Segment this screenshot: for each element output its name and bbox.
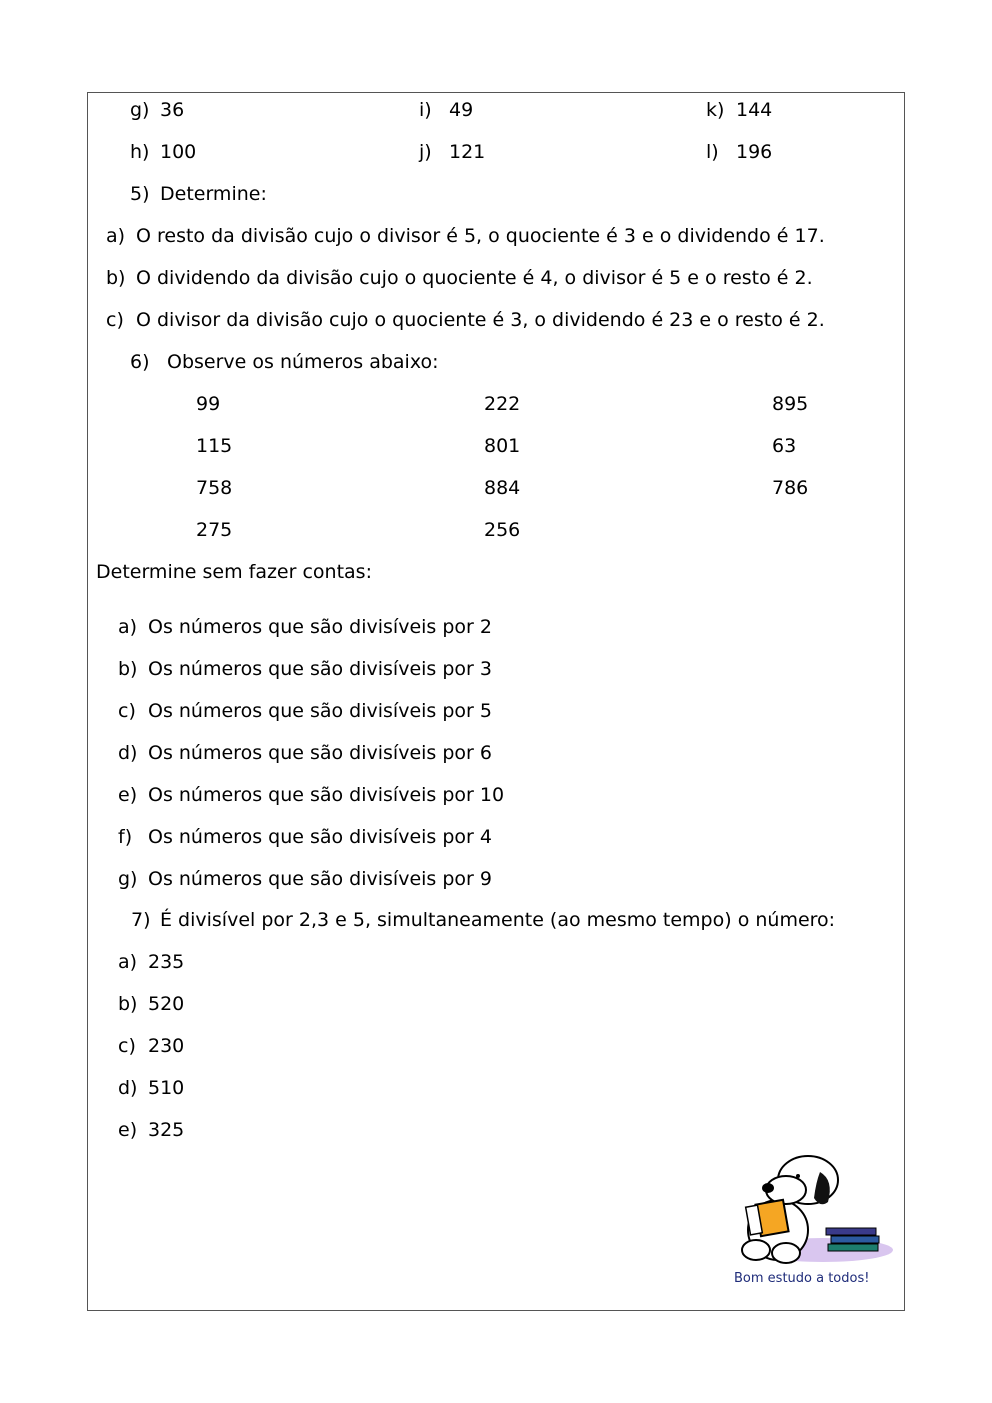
option-label: a) — [118, 951, 138, 973]
q7-option — [118, 951, 184, 973]
item-value: 100 — [160, 141, 197, 163]
item-value: 121 — [449, 141, 486, 163]
q7-option — [118, 1077, 184, 1099]
question-number: 6) — [130, 351, 150, 373]
item-label: g) — [130, 99, 150, 121]
q5-item — [106, 309, 825, 331]
q7-option — [118, 993, 184, 1015]
item-value: 196 — [736, 141, 773, 163]
option-label: e) — [118, 1119, 138, 1141]
item-label: j) — [419, 141, 432, 163]
option-value: 520 — [148, 993, 185, 1015]
option-value: 235 — [148, 951, 185, 973]
question-6-heading — [130, 351, 439, 373]
item-label: b) — [106, 267, 126, 289]
number-cell: 275 — [196, 519, 233, 541]
option-label: c) — [118, 1035, 136, 1057]
q5-item — [106, 225, 825, 247]
item-label: c) — [118, 700, 136, 722]
item-text: Os números que são divisíveis por 6 — [148, 742, 492, 764]
number-cell: 758 — [196, 477, 233, 499]
item-value: 144 — [736, 99, 773, 121]
option-value: 325 — [148, 1119, 185, 1141]
grid-item — [419, 99, 473, 121]
item-text: O resto da divisão cujo o divisor é 5, o quociente é 3 e o dividendo é 17. — [136, 225, 825, 247]
item-label: h) — [130, 141, 150, 163]
q6-item — [118, 616, 492, 638]
q6-item — [118, 784, 504, 806]
number-cell: 801 — [484, 435, 521, 457]
number-cell: 895 — [772, 393, 809, 415]
item-text: Os números que são divisíveis por 5 — [148, 700, 492, 722]
item-value: 49 — [449, 99, 474, 121]
item-label: f) — [118, 826, 133, 848]
item-text: Os números que são divisíveis por 3 — [148, 658, 492, 680]
q6-instruction: Determine sem fazer contas: — [96, 561, 372, 583]
item-label: d) — [118, 742, 138, 764]
number-cell: 63 — [772, 435, 797, 457]
item-label: b) — [118, 658, 138, 680]
question-title: É divisível por 2,3 e 5, simultaneamente (ao mesmo tempo) o número: — [160, 909, 836, 931]
option-label: b) — [118, 993, 138, 1015]
q6-item — [118, 658, 492, 680]
mascot-caption: Bom estudo a todos! — [734, 1271, 870, 1286]
number-cell: 884 — [484, 477, 521, 499]
grid-item — [130, 141, 196, 163]
question-title: Determine: — [160, 183, 267, 205]
number-cell: 99 — [196, 393, 221, 415]
q6-item — [118, 742, 492, 764]
question-number: 7) — [131, 909, 151, 931]
item-text: O dividendo da divisão cujo o quociente é 4, o divisor é 5 e o resto é 2. — [136, 267, 813, 289]
grid-item — [706, 141, 772, 163]
item-label: i) — [419, 99, 432, 121]
item-label: l) — [706, 141, 719, 163]
question-7-heading — [131, 909, 835, 931]
item-label: k) — [706, 99, 725, 121]
item-text: Os números que são divisíveis por 10 — [148, 784, 505, 806]
q6-item — [118, 700, 492, 722]
question-number: 5) — [130, 183, 150, 205]
q7-option — [118, 1119, 184, 1141]
number-cell: 256 — [484, 519, 521, 541]
item-text: O divisor da divisão cujo o quociente é 3, o dividendo é 23 e o resto é 2. — [136, 309, 825, 331]
item-label: a) — [118, 616, 138, 638]
item-label: a) — [106, 225, 126, 247]
item-text: Os números que são divisíveis por 4 — [148, 826, 492, 848]
number-cell: 786 — [772, 477, 809, 499]
item-label: e) — [118, 784, 138, 806]
option-value: 510 — [148, 1077, 185, 1099]
q6-item — [118, 868, 492, 890]
question-title: Observe os números abaixo: — [167, 351, 439, 373]
item-label: g) — [118, 868, 138, 890]
question-5-heading — [130, 183, 267, 205]
number-cell: 115 — [196, 435, 233, 457]
q7-option — [118, 1035, 184, 1057]
option-value: 230 — [148, 1035, 185, 1057]
item-label: c) — [106, 309, 124, 331]
grid-item — [706, 99, 772, 121]
grid-item — [130, 99, 184, 121]
grid-item — [419, 141, 485, 163]
number-cell: 222 — [484, 393, 521, 415]
item-text: Os números que são divisíveis por 2 — [148, 616, 492, 638]
item-value: 36 — [160, 99, 185, 121]
item-text: Os números que são divisíveis por 9 — [148, 868, 492, 890]
option-label: d) — [118, 1077, 138, 1099]
q5-item — [106, 267, 813, 289]
q6-item — [118, 826, 492, 848]
